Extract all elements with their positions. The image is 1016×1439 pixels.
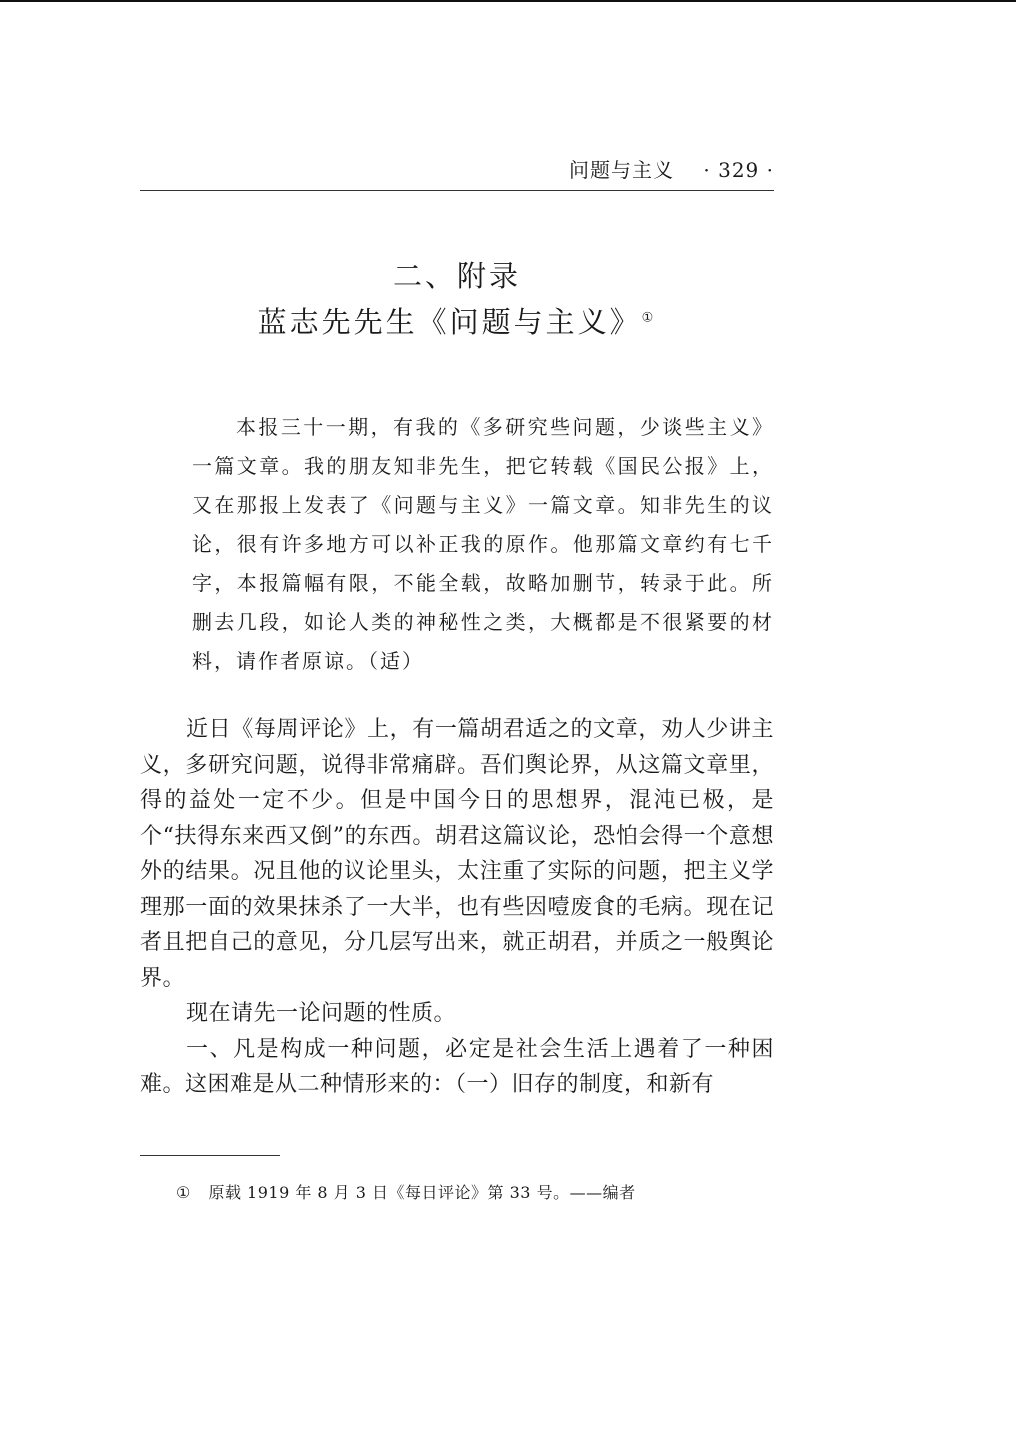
editor-note: 本报三十一期，有我的《多研究些问题，少谈些主义》一篇文章。我的朋友知非先生，把它转载《国民公报》上，又在那报上发表了《问题与主义》一篇文章。知非先生的议论，很有许多地方可以补正我的原作。他那篇文章约有七千字，本报篇幅有限，不能全载，故略加删节，转录于此。所删去几段，如论人类的神秘性之类，大概都是不很紧要的材料，请作者原谅。（适）	[192, 415, 774, 673]
section-heading: 二、附录	[392, 259, 521, 293]
body-paragraph: 近日《每周评论》上，有一篇胡君适之的文章，劝人少讲主义，多研究问题，说得非常痛辟。吾们舆论界，从这篇文章里，得的益处一定不少。但是中国今日的思想界，混沌已极，是个“扶得东来西又倒”的东西。胡君这篇议论，恐怕会得一个意想外的结果。况且他的议论里头，太注重了实际的问题，把主义学理那一面的效果抹杀了一大半，也有些因噎废食的毛病。现在记者且把自己的意见，分几层写出来，就正胡君，并质之一般舆论界。	[140, 717, 774, 991]
article-title-text: 蓝志先先生《问题与主义》	[257, 305, 642, 339]
page-number: · 329 ·	[703, 158, 774, 182]
footnote-marker: ①	[176, 1183, 191, 1202]
body-paragraph: 一、凡是构成一种问题，必定是社会生活上遇着了一种困难。这困难是从二种情形来的：（一）旧存的制度，和新有	[140, 1036, 774, 1097]
header-rule	[140, 190, 774, 191]
footnote-text: 原载 1919 年 8 月 3 日《每日评论》第 33 号。——编者	[208, 1183, 636, 1202]
footnote-reference: ①	[641, 310, 657, 326]
running-header-title: 问题与主义	[569, 158, 675, 182]
footnote-rule	[140, 1155, 280, 1156]
footnote	[176, 1180, 736, 1203]
article-title	[140, 300, 774, 341]
body-paragraph: 现在请先一论问题的性质。	[186, 1001, 457, 1026]
body-text	[140, 712, 774, 1103]
running-header	[140, 154, 774, 188]
page-top-border	[0, 0, 1016, 2]
